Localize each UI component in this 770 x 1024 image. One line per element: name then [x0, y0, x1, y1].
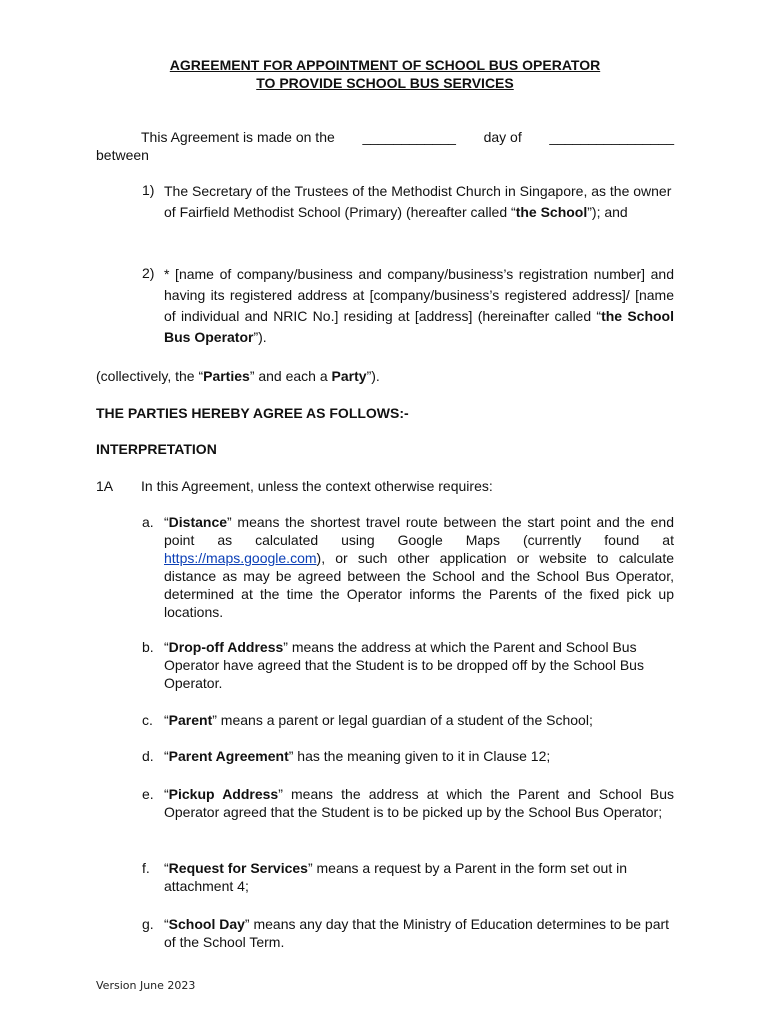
definition-g-term: School Day — [168, 916, 245, 932]
definition-g: “School Day” means any day that the Ministry of Education determines to be part of the School Term. — [164, 916, 670, 950]
definition-b-label: b. — [142, 639, 154, 655]
definition-c-label: c. — [142, 712, 153, 728]
intro-text-2: day of — [483, 129, 522, 145]
definition-e-label: e. — [142, 786, 154, 802]
version-footer: Version June 2023 — [96, 979, 196, 992]
party-2-number: 2) — [142, 265, 155, 281]
definition-c: “Parent” means a parent or legal guardian of a student of the School; — [164, 712, 593, 728]
agree-heading: THE PARTIES HEREBY AGREE AS FOLLOWS:- — [96, 405, 409, 421]
definition-f-term: Request for Services — [168, 860, 308, 876]
google-maps-link[interactable]: https://maps.google.com — [164, 550, 317, 566]
intro-paragraph — [96, 128, 674, 164]
definition-b-term: Drop-off Address — [168, 639, 284, 655]
party-1-defined-term: the School — [515, 204, 588, 220]
definition-a-term: Distance — [168, 514, 228, 530]
date-blank: ____________ — [362, 129, 456, 145]
intro-text-1: This Agreement is made on the — [141, 129, 335, 145]
definition-a: “Distance” means the shortest travel route between the start point and the end point as calculated using Google Maps (currently found at https://maps.google.com), or such other application or website to calculate distance as may be agreed between the School and the School Bus Operator, determined at the time the Operator informs the Parents of the fixed pick up locations. — [164, 514, 674, 620]
clause-1a-number: 1A — [96, 478, 114, 494]
definition-c-term: Parent — [168, 712, 213, 728]
definition-f: “Request for Services” means a request by a Parent in the form set out in attachment 4; — [164, 860, 628, 894]
definition-d-term: Parent Agreement — [168, 748, 289, 764]
collectively-paragraph: (collectively, the “Parties” and each a Party”). — [96, 368, 380, 384]
definition-f-label: f. — [142, 860, 150, 876]
definition-g-label: g. — [142, 916, 154, 932]
definition-b: “Drop-off Address” means the address at which the Parent and School Bus Operator have agreed that the Student is to be dropped off by the School Bus Operator. — [164, 639, 644, 691]
interpretation-heading: INTERPRETATION — [96, 441, 217, 457]
definition-e: “Pickup Address” means the address at which the Parent and School Bus Operator agreed that the Student is to be picked up by the School Bus Operator; — [164, 786, 674, 820]
party-2-defined-term: the School Bus Operator — [164, 308, 674, 345]
clause-1a-text: In this Agreement, unless the context otherwise requires: — [141, 478, 493, 494]
party-1-text: The Secretary of the Trustees of the Methodist Church in Singapore, as the owner of Fairfield Methodist School (Primary) (hereafter called “the School”); and — [164, 183, 672, 220]
party-1-number: 1) — [142, 182, 155, 198]
definition-e-term: Pickup Address — [168, 786, 279, 802]
definition-a-label: a. — [142, 514, 154, 530]
month-blank: ________________ — [549, 129, 674, 145]
document-title-line-2: TO PROVIDE SCHOOL BUS SERVICES — [256, 75, 514, 91]
definition-d: “Parent Agreement” has the meaning given to it in Clause 12; — [164, 748, 551, 764]
party-2-text: * [name of company/business and company/business’s registration number] and having its registered address at [company/business’s registered address]/ [name of individual and NRIC No.] residing at [address] (hereinafter called “the School Bus Operator”). — [164, 266, 674, 345]
intro-between: between — [96, 147, 149, 163]
definition-d-label: d. — [142, 748, 154, 764]
document-title-line-1: AGREEMENT FOR APPOINTMENT OF SCHOOL BUS OPERATOR — [169, 57, 601, 73]
